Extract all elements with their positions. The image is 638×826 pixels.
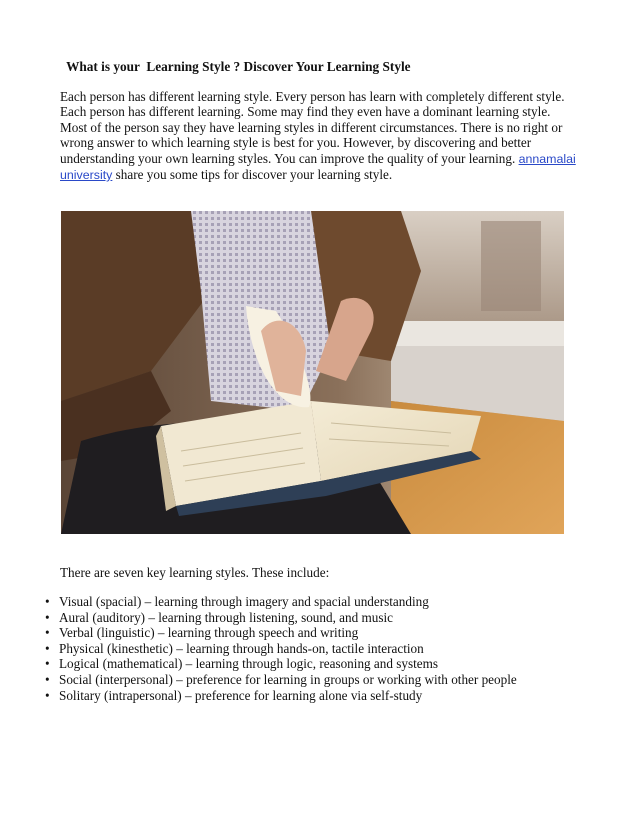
list-item: • Solitary (intrapersonal) – preference for learning alone via self-study (45, 687, 423, 703)
bullet: • (45, 656, 50, 672)
bullet: • (45, 625, 50, 641)
bullet: • (45, 609, 50, 625)
list-item: • Physical (kinesthetic) – learning through hands-on, tactile interaction (45, 640, 424, 656)
list-item: • Social (interpersonal) – preference for learning in groups or working with other people (45, 671, 517, 687)
learning-styles-list (45, 594, 517, 703)
bullet: • (45, 687, 50, 703)
intro-text: Each person has different learning style. Every person has learn with completely different style. Each person has different learning. Some may find they even have a dominant learning style. Most of the person say they have learning styles in different circumstances. There is no right or wrong answer to which learning style is best for you. However, by discovering and better understanding your own learning styles. You can improve the quality of your learning. (60, 89, 565, 166)
bullet: • (45, 640, 50, 656)
reading-photo (61, 211, 564, 534)
bullet: • (45, 594, 50, 609)
list-item: • Verbal (linguistic) – learning through speech and writing (45, 625, 359, 641)
list-item: • Aural (auditory) – learning through listening, sound, and music (45, 609, 394, 625)
annamalai-university-link[interactable]: annamalai university (60, 151, 576, 183)
bullet: • (45, 671, 50, 687)
page-title: What is your Learning Style ? Discover Your Learning Style (63, 59, 411, 74)
intro-text-end: share you some tips for discover your learning style. (112, 167, 393, 183)
intro-paragraph (60, 89, 580, 183)
list-item: • Visual (spacial) – learning through imagery and spacial understanding (45, 594, 429, 609)
learning-styles-intro: There are seven key learning styles. These include: (60, 565, 330, 580)
list-item: • Logical (mathematical) – learning through logic, reasoning and systems (45, 656, 439, 672)
